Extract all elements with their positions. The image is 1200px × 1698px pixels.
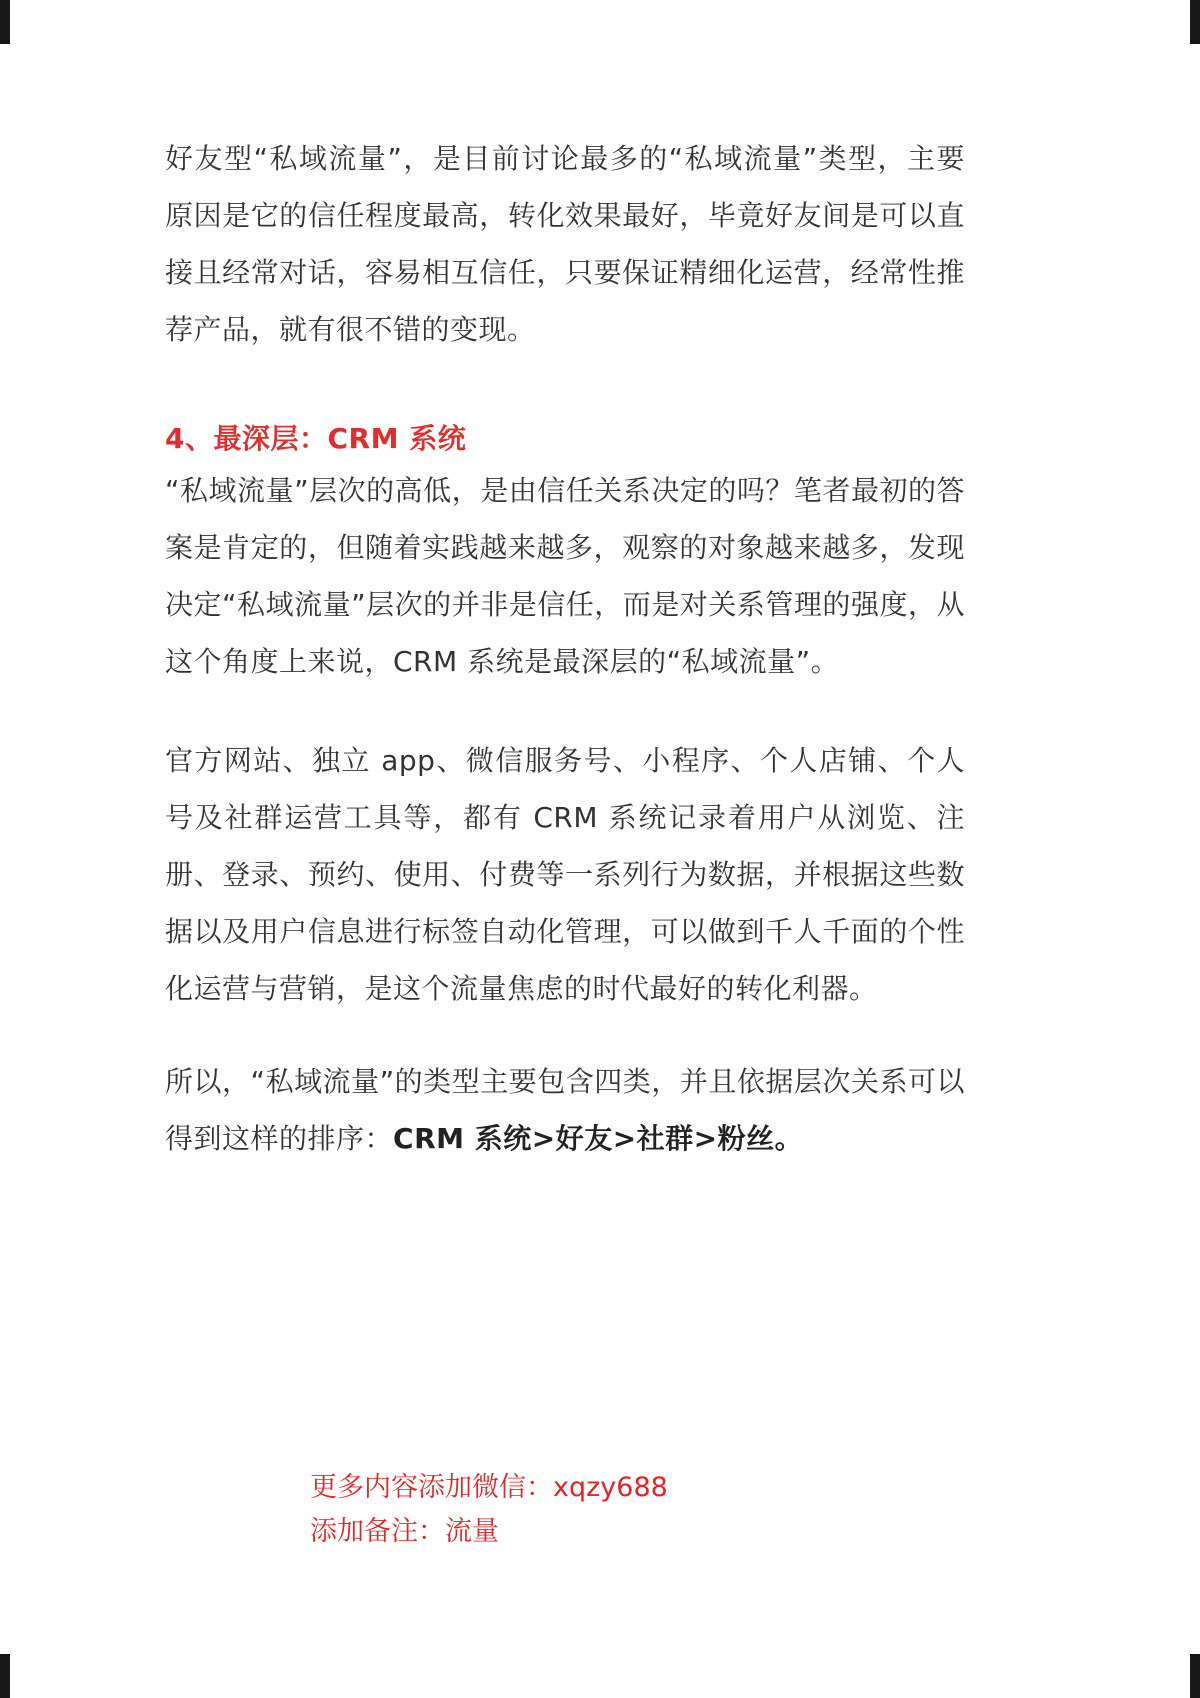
paragraph-traffic-levels: “私域流量”层次的高低，是由信任关系决定的吗？笔者最初的答案是肯定的，但随着实践越来越多，观察的对象越来越多，发现决定“私域流量”层次的并非是信任，而是对关系管理的强度，从这个角度上来说，CRM 系统是最深层的“私域流量”。 [165, 474, 965, 678]
paragraph-conclusion [165, 1053, 965, 1167]
corner-mark-bottom-left [0, 1654, 10, 1698]
paragraph-friend-type-traffic: 好友型“私域流量”，是目前讨论最多的“私域流量”类型，主要原因是它的信任程度最高，转化效果最好，毕竟好友间是可以直接且经常对话，容易相互信任，只要保证精细化运营，经常性推荐产品，就有很不错的变现。 [165, 142, 965, 346]
footer-wechat-line: 更多内容添加微信：xqzy688 [310, 1472, 668, 1503]
conclusion-normal-text: 所以，“私域流量”的类型主要包含四类，并且依据层次关系可以得到这样的排序： [165, 1065, 965, 1155]
corner-mark-top-right [1190, 0, 1200, 44]
section-heading-crm-system: 4、最深层：CRM 系统 [165, 422, 467, 455]
conclusion-ranking-bold: CRM 系统>好友>社群>粉丝。 [393, 1122, 804, 1155]
corner-mark-top-left [0, 0, 10, 44]
footer-wechat-promo [310, 1466, 668, 1554]
corner-mark-bottom-right [1190, 1654, 1200, 1698]
paragraph-crm-tools: 官方网站、独立 app、微信服务号、小程序、个人店铺、个人号及社群运营工具等，都有 CRM 系统记录着用户从浏览、注册、登录、预约、使用、付费等一系列行为数据，并根据这些数据以及用户信息进行标签自动化管理，可以做到千人千面的个性化运营与营销，是这个流量焦虑的时代最好的转化利器。 [165, 744, 965, 1005]
footer-remark-line: 添加备注：流量 [310, 1516, 499, 1547]
